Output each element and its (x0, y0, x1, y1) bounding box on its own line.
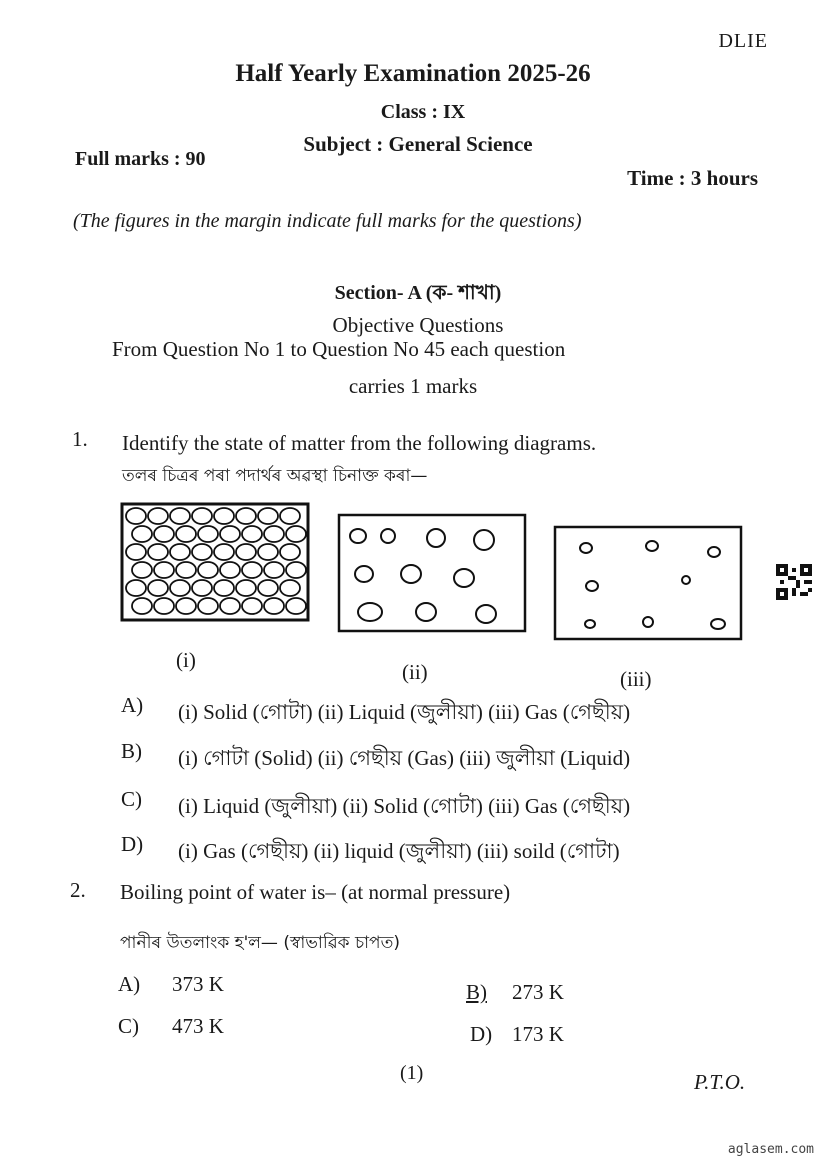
solid-particle (176, 526, 196, 542)
option-text: 273 K (512, 980, 564, 1004)
marks-note: (The figures in the margin indicate full marks for the questions) (73, 210, 582, 232)
solid-particle (148, 580, 168, 596)
solid-diagram (118, 500, 314, 626)
solid-particle (176, 562, 196, 578)
subject-label: Subject : General Science (303, 132, 533, 156)
page-number: (1) (400, 1062, 424, 1084)
qr-code-icon (776, 564, 812, 600)
solid-particle (236, 580, 256, 596)
solid-particle (170, 508, 190, 524)
solid-particle (264, 526, 284, 542)
solid-particle (236, 544, 256, 560)
solid-particle (154, 598, 174, 614)
option-letter: C) (118, 1014, 139, 1038)
solid-particle (286, 598, 306, 614)
solid-particle (258, 544, 278, 560)
option-text: (i) Gas (গেছীয়) (ii) liquid (জুলীয়া) (iii) soild (গোটা) (178, 839, 620, 863)
solid-particle (132, 598, 152, 614)
question-text-assamese: তলৰ চিত্ৰৰ পৰা পদাৰ্থৰ অৱস্থা চিনাক্ত কৰা— (122, 466, 428, 486)
solid-particle (154, 526, 174, 542)
option-text: (i) Liquid (জুলীয়া) (ii) Solid (গোটা) (iii) Gas (গেছীয়) (178, 794, 631, 818)
exam-title: Half Yearly Examination 2025-26 (235, 60, 591, 87)
solid-particle (264, 562, 284, 578)
diagram-label-i: (i) (176, 648, 196, 672)
solid-particle (286, 562, 306, 578)
solid-particle (192, 544, 212, 560)
class-label: Class : IX (380, 101, 466, 123)
liquid-particles (350, 529, 496, 623)
solid-particle (198, 562, 218, 578)
option-text: 473 K (172, 1014, 224, 1038)
solid-particle (280, 580, 300, 596)
option-text: 373 K (172, 972, 224, 996)
solid-particle (198, 598, 218, 614)
section-instruction-2: carries 1 marks (348, 374, 478, 398)
solid-particle (242, 598, 262, 614)
option-text: (i) গোটা (Solid) (ii) গেছীয় (Gas) (iii) জুলীয়া (Liquid) (178, 746, 631, 770)
solid-particle (214, 580, 234, 596)
gas-particles (580, 541, 725, 629)
question-number: 1. (72, 427, 88, 451)
liquid-diagram (336, 512, 530, 636)
solid-particle (170, 544, 190, 560)
question-number: 2. (70, 878, 86, 902)
time-allowed: Time : 3 hours (627, 166, 758, 190)
solid-particle (242, 526, 262, 542)
section-heading: Section- A (ক- শাখা) (334, 282, 502, 304)
diagram-label-ii: (ii) (402, 660, 428, 684)
option-letter: D) (121, 832, 144, 856)
option-text: (i) Solid (গোটা) (ii) Liquid (জুলীয়া) (iii) Gas (গেছীয়) (178, 700, 631, 724)
option-text: 173 K (512, 1022, 564, 1046)
solid-particle (220, 526, 240, 542)
solid-particle (286, 526, 306, 542)
solid-particle (126, 544, 146, 560)
solid-particle (198, 526, 218, 542)
footer-watermark: aglasem.com (727, 1142, 814, 1157)
solid-particle (280, 508, 300, 524)
solid-particle (214, 544, 234, 560)
pto-label: P.T.O. (694, 1070, 746, 1094)
solid-particle (214, 508, 234, 524)
solid-particle (258, 508, 278, 524)
solid-particle (176, 598, 196, 614)
question-text: Boiling point of water is– (at normal pressure) (120, 880, 511, 904)
solid-particle (192, 508, 212, 524)
gas-diagram (552, 524, 746, 644)
option-letter: C) (121, 787, 142, 811)
solid-particle (192, 580, 212, 596)
solid-particle (132, 562, 152, 578)
solid-particle (132, 526, 152, 542)
solid-particle (148, 544, 168, 560)
option-letter: B) (466, 980, 487, 1004)
solid-particle (126, 508, 146, 524)
solid-particle (258, 580, 278, 596)
question-text-assamese: পানীৰ উতলাংক হ'ল— (স্বাভাৱিক চাপত) (120, 933, 400, 953)
solid-particle (148, 508, 168, 524)
liquid-diagram-frame (339, 515, 525, 631)
solid-particle (154, 562, 174, 578)
option-letter: A) (118, 972, 141, 996)
solid-particle (220, 562, 240, 578)
diagram-label-iii: (iii) (620, 667, 652, 691)
question-text: Identify the state of matter from the following diagrams. (122, 431, 597, 455)
paper-code: DLIE (718, 30, 768, 52)
solid-particle (264, 598, 284, 614)
option-letter: B) (121, 739, 142, 763)
solid-particle (170, 580, 190, 596)
section-instruction-1: From Question No 1 to Question No 45 each question (112, 337, 566, 361)
solid-particle (242, 562, 262, 578)
option-letter: A) (121, 693, 144, 717)
solid-particles (126, 508, 306, 614)
solid-particle (236, 508, 256, 524)
solid-particle (280, 544, 300, 560)
solid-particle (126, 580, 146, 596)
full-marks: Full marks : 90 (75, 148, 206, 170)
option-letter: D) (470, 1022, 493, 1046)
solid-particle (220, 598, 240, 614)
section-subheading: Objective Questions (332, 313, 504, 337)
